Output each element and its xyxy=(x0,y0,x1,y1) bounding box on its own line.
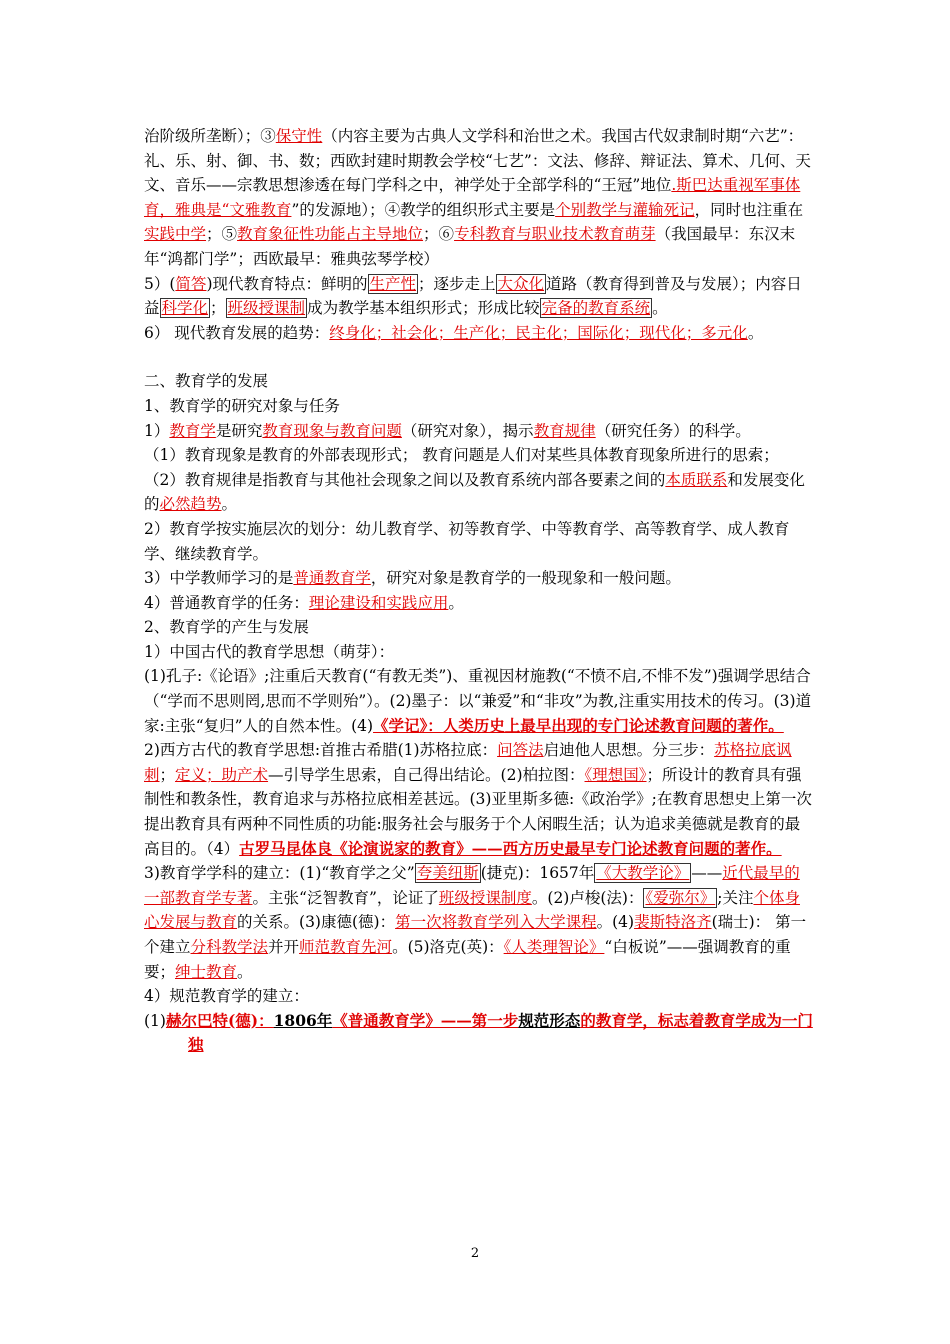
term-general-pedagogy: 普通教育学 xyxy=(293,569,371,588)
term-sparta-athens: .斯巴达重视军事体育，雅典是“文雅教育 xyxy=(144,176,801,219)
line-normative-pedagogy: 4）规范教育学的建立： xyxy=(144,987,309,1006)
term-learning-by-practice: 实践中学 xyxy=(144,225,207,244)
term-subject-teaching: 分科教学法 xyxy=(190,938,269,956)
paragraph-ancient-education: 治阶级所垄断）；③保守性（内容主要为古典人文学科和治世之术。我国古代奴隶制时期“六艺”：礼、乐、射、御、书、数；西欧封建时期教会学校“七艺”：文法、修辞、辩证法、算术、几何、天文、音乐——宗教思想渗透在每门学科之中，神学处于全部学科的“王冠”地位.斯巴达重视军事体育，雅典是“文雅教育”的发源地）；④教学的组织形式主要是个别教学与灌输死记，同时也注重在实践中学；⑤教育象征性功能占主导地位；⑥专科教育与职业技术教育萌芽（我国最早：东汉末年“鸿都门学”；西欧最早：雅典弦琴学校） xyxy=(144,127,811,268)
term-xueji: 《学记》：人类历史上最早出现的专门论述教育问题的著作。 xyxy=(373,715,784,735)
term-socratic-irony: 苏格拉底讽刺 xyxy=(144,741,792,784)
paragraph-chinese-thinkers: (1)孔子:《论语》;注重后天教育(“有教无类”)、重视因材施教(“不愤不启,不悱不发”)强调学思结合（“学而不思则罔,思而不学则殆”）。(2)墨子：以“兼爱”和“非攻”为教,注重实用技术的传习。(3)道家:主张“复归”人的自然本性。(4)《学记》：人类历史上最早出现的专门论述教育问题的著作。 xyxy=(144,667,812,735)
term-kant-university: 第一次将教育学列入大学课程 xyxy=(395,913,597,932)
term-definition-midwifery: 定义；助产术 xyxy=(175,765,269,784)
line-herbart: (1)赫尔巴特(德)：1806年《普通教育学》——第一步规范形态的教育学，标志着教育学成为一门独 xyxy=(144,1010,813,1055)
term-popularization: 大众化 xyxy=(497,274,545,293)
term-normative-form: 规范形态 xyxy=(518,1010,581,1030)
term-trends: 终身化；社会化；生产化；民主化；国际化；现代化；多元化 xyxy=(329,323,748,342)
term-first-monograph: 近代最早的一部教育学专著 xyxy=(144,864,800,907)
term-quintilian: 古罗马昆体良《论演说家的教育》——西方历史最早专门论述教育问题的著作。 xyxy=(239,838,782,858)
line-laws: （2）教育规律是指教育与其他社会现象之间以及教育系统内部各要素之间的本质联系和发展变化的必然趋势。 xyxy=(144,470,805,514)
tag-short-answer: 简答 xyxy=(175,274,207,293)
term-great-didactic: 《大教学论》 xyxy=(596,864,690,883)
term-individual-teaching: 个别教学与灌输死记 xyxy=(555,200,695,219)
paragraph-western-ancient: 2)西方古代的教育学思想:首推古希腊(1)苏格拉底：问答法启迪他人思想。分三步：苏格拉底讽刺；定义；助产术—引导学生思索，自己得出结论。(2)柏拉图：《理想国》；所设计的教育具有强制性和教条性，教育追求与苏格拉底相差甚远。(3)亚里斯多德:《政治学》;在教育思想史上第一次提出教育具有两种不同性质的功能:服务社会与服务于个人闲暇生活；认为追求美德就是教育的最高目的。（4）古罗马昆体良《论演说家的教育》——西方历史最早专门论述教育问题的著作。 xyxy=(144,741,812,858)
term-individual-development: 个体身心发展与教育 xyxy=(144,888,800,932)
term-symbolic-function: 教育象征性功能占主导地位 xyxy=(237,225,424,244)
term-emile: 《爱弥尔》 xyxy=(645,888,716,907)
spacer xyxy=(144,345,814,369)
term-marks-discipline: 的教育学，标志着教育学成为一门独 xyxy=(188,1010,813,1055)
subsection-title: 2、教育学的产生与发展 xyxy=(144,618,309,637)
document-page xyxy=(144,124,814,1058)
term-essential-link: 本质联系 xyxy=(665,470,728,489)
term-theory-practice: 理论建设和实践应用 xyxy=(308,593,449,612)
term-comenius: 夸美纽斯 xyxy=(416,864,479,883)
line-chinese-ancient: 1）中国古代的教育学思想（萌芽）： xyxy=(144,642,395,661)
term-vocational-education: 专科教育与职业技术教育萌芽 xyxy=(454,225,656,244)
subsection-title: 1、教育学的研究对象与任务 xyxy=(144,396,340,415)
term-general-pedagogy-book: 《普通教育学》——第一步 xyxy=(332,1010,519,1030)
term-class-system: 班级授课制度 xyxy=(438,888,532,907)
line-definition: 1）教育学是研究教育现象与教育问题（研究对象），揭示教育规律（研究任务）的科学。 xyxy=(144,421,751,440)
page-number: 2 xyxy=(470,1246,480,1261)
term-human-understanding: 《人类理智论》 xyxy=(503,938,605,956)
term-normal-education: 师范教育先河 xyxy=(299,938,393,956)
line-phenomena: （1）教育现象是教育的外部表现形式； 教育问题是人们对某些具体教育现象所进行的思索； xyxy=(144,446,779,465)
term-pedagogy: 教育学 xyxy=(169,421,216,440)
paragraph-discipline-founding: 3)教育学学科的建立：(1)“教育学之父” 夸美纽斯 (捷克)：1657年 《大教学论》 ——近代最早的一部教育学专著。主张“泛智教育”，论证了班级授课制度。(2)卢梭(法)： 《爱弥尔》 ;关注个体身心发展与教育的关系。(3)康德(德)：第一次将教育学列入大学课程。(4)裴斯特洛齐(瑞士)： 第一个建立分科教学法并开师范教育先河。(5)洛克(英)：《人类理智论》“白板说”——强调教育的重要；绅士教育。 xyxy=(144,864,807,981)
term-question-method: 问答法 xyxy=(497,741,544,760)
paragraph-modern-features: 5）(简答)现代教育特点：鲜明的 生产性 ；逐步走上 大众化 道路（教育得到普及与发展）；内容日益 科学化 ； 班级授课制 成为教学基本组织形式；形成比较 完备的教育系统 。 xyxy=(144,274,802,318)
term-inevitable-trend: 必然趋势 xyxy=(159,495,222,514)
line-tasks: 4）普通教育学的任务：理论建设和实践应用。 xyxy=(144,593,464,612)
term-republic: 《理想国》 xyxy=(584,765,647,784)
term-scientification: 科学化 xyxy=(161,299,209,318)
term-herbart: 赫尔巴特(德)： xyxy=(165,1010,274,1030)
term-pestalozzi: 裴斯特洛齐 xyxy=(634,913,712,932)
term-conservative: 保守性 xyxy=(275,127,323,145)
term-complete-system: 完备的教育系统 xyxy=(541,299,651,318)
line-general-pedagogy: 3）中学教师学习的是普通教育学，研究对象是教育学的一般现象和一般问题。 xyxy=(144,569,681,588)
section-title: 二、教育学的发展 xyxy=(144,372,269,391)
term-gentleman-education: 绅士教育 xyxy=(175,962,238,981)
term-phenomena-problems: 教育现象与教育问题 xyxy=(262,421,402,440)
paragraph-modern-trends: 6） 现代教育发展的趋势：终身化；社会化；生产化；民主化；国际化；现代化；多元化。 xyxy=(144,323,764,342)
term-productivity: 生产性 xyxy=(369,274,417,293)
term-1806: 1806年 xyxy=(273,1010,333,1030)
line-levels: 2）教育学按实施层次的划分：幼儿教育学、初等教育学、中等教育学、高等教育学、成人教育学、继续教育学。 xyxy=(144,519,790,563)
term-laws: 教育规律 xyxy=(533,421,596,440)
term-class-teaching: 班级授课制 xyxy=(227,299,306,318)
